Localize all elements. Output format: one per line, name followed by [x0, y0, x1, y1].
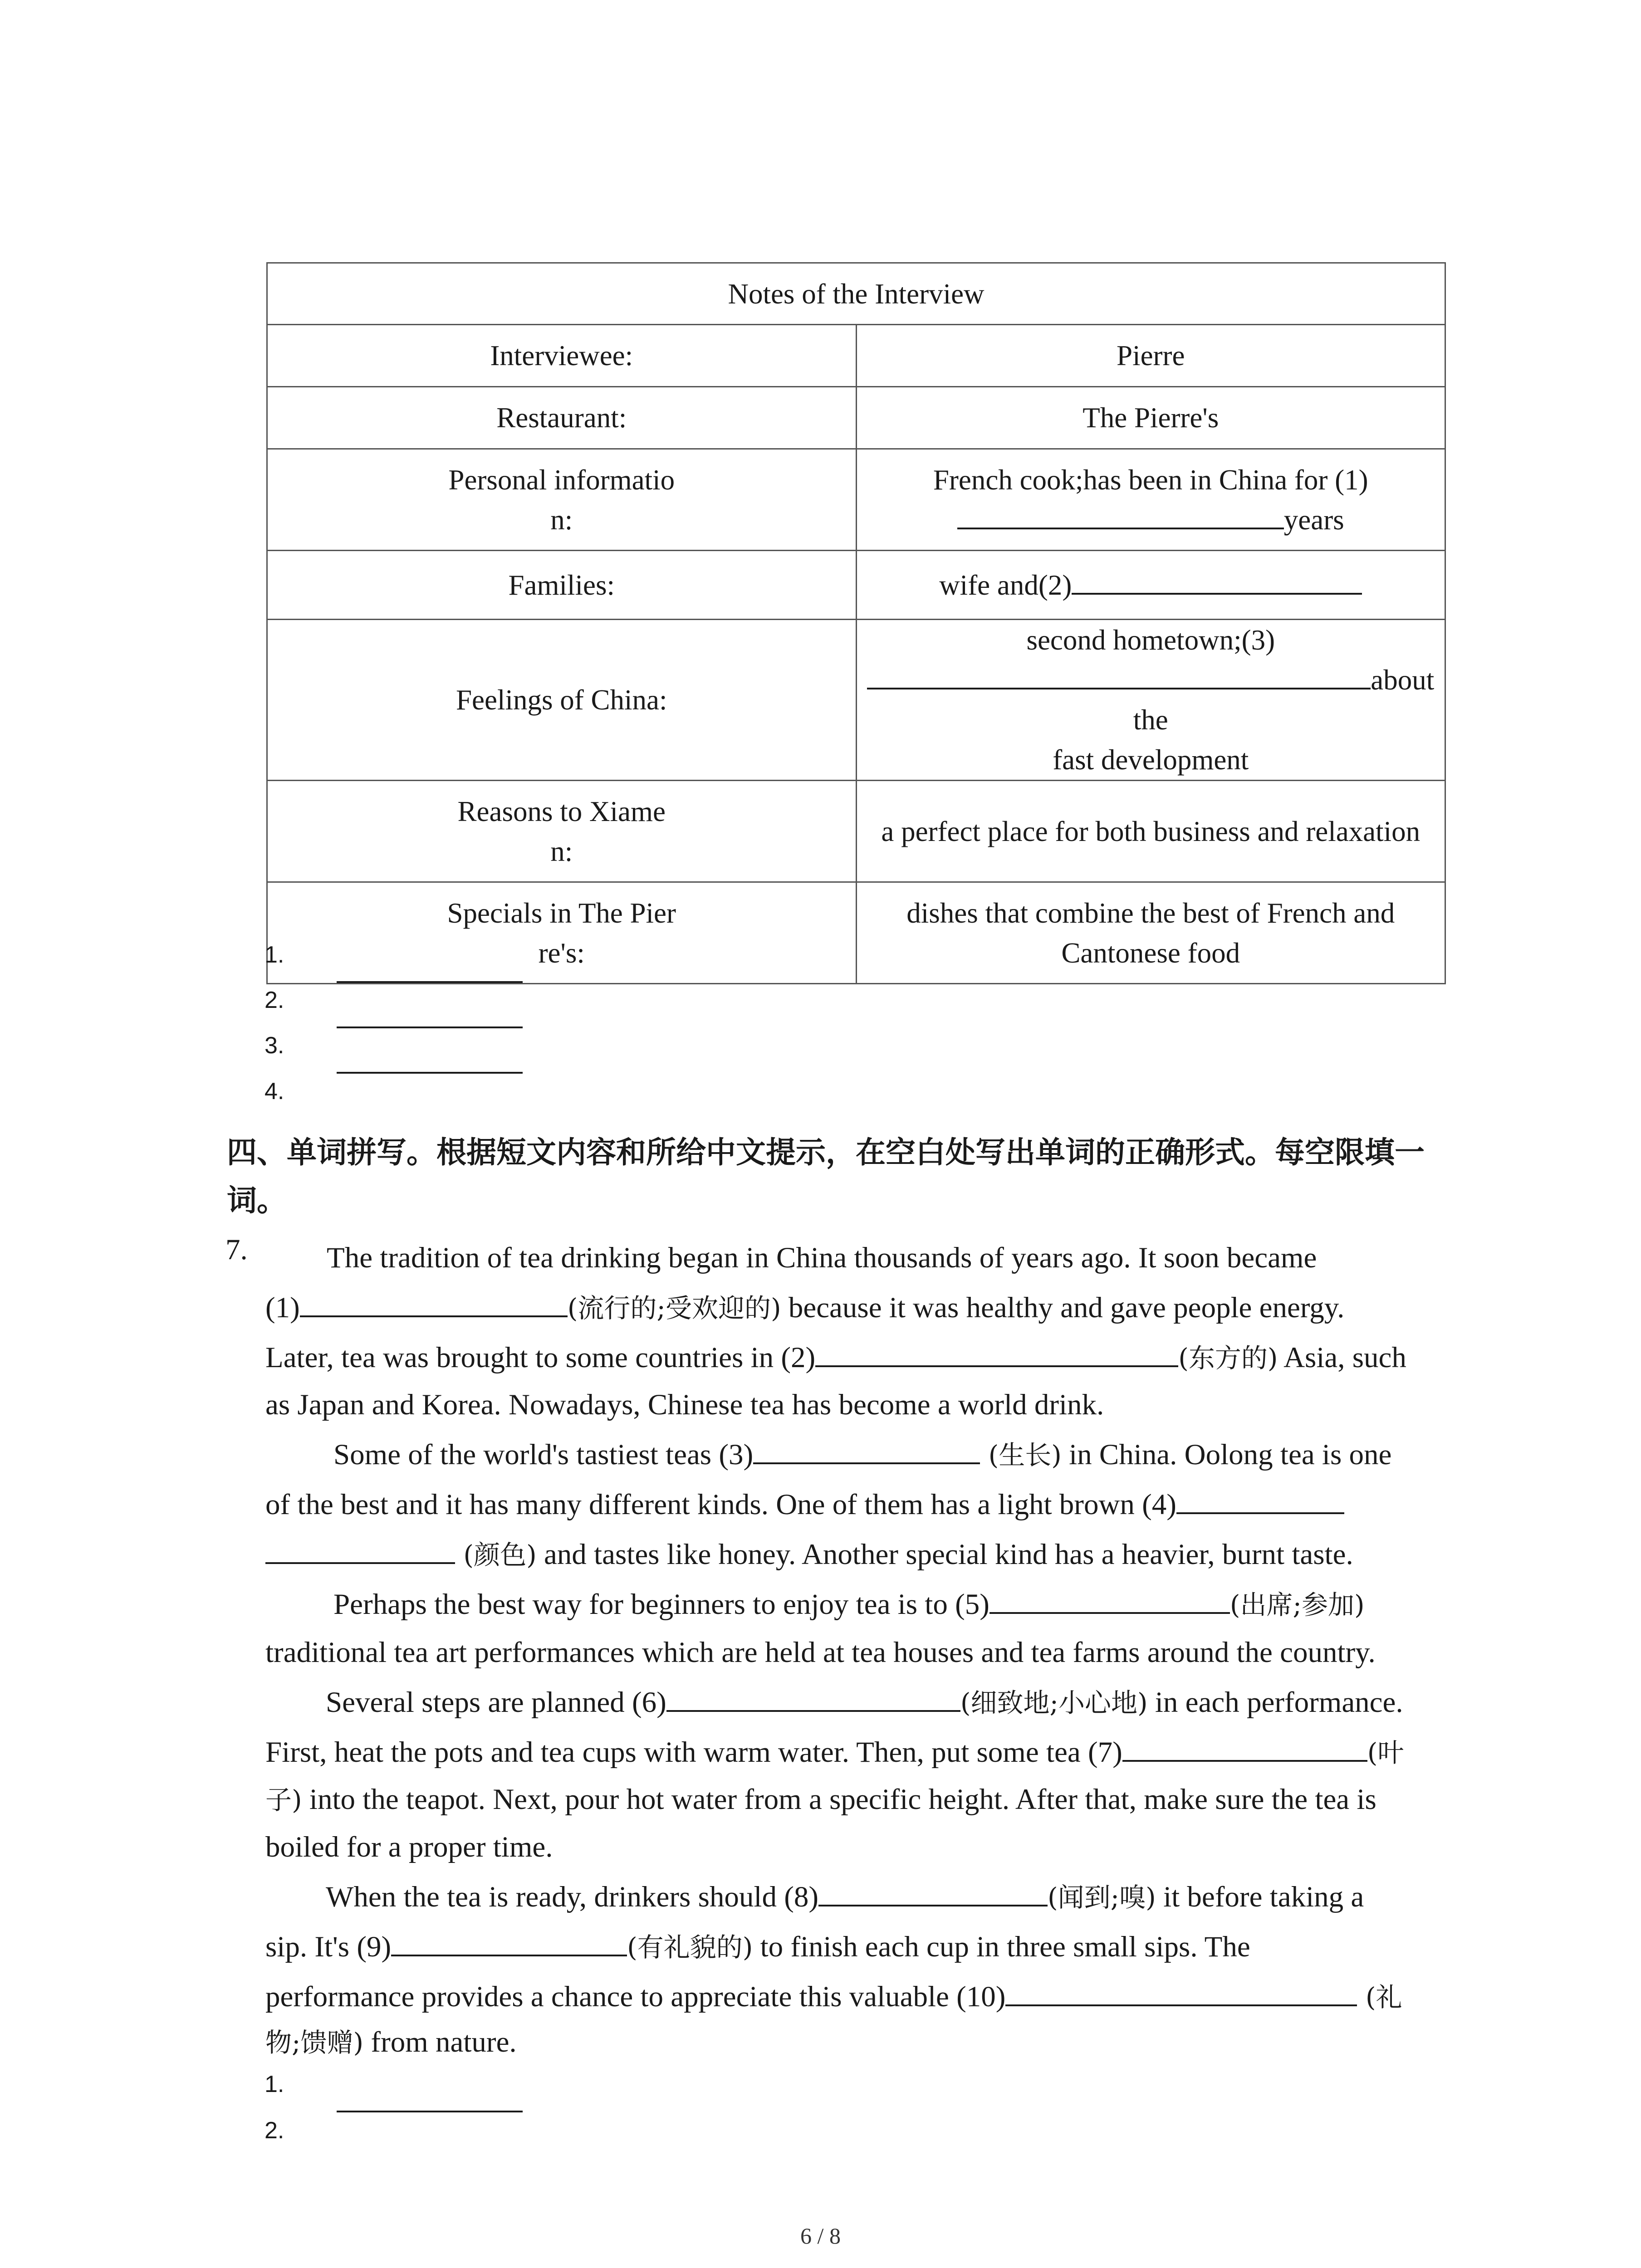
answer-line-3[interactable] [337, 1072, 523, 1074]
hint-text: (礼 [1357, 1982, 1402, 2013]
question-number: 7. [225, 1233, 248, 1266]
passage-text: First, heat the pots and tea cups with warm water. Then, put some tea (7) [265, 1736, 1122, 1769]
answer-line-1[interactable] [337, 981, 523, 983]
passage-line: as Japan and Korea. Nowadays, Chinese tea has become a world drink. [265, 1388, 1104, 1421]
passage-text: and tastes like honey. Another special kind has a heavier, burnt taste. [536, 1538, 1353, 1571]
answer-label-2: 2. [265, 987, 284, 1013]
value-text: second hometown;(3) [1026, 624, 1275, 656]
passage-text: in each performance. [1147, 1686, 1403, 1719]
passage-line [265, 1727, 1454, 1778]
passage-text: (1) [265, 1291, 300, 1324]
value-text: about the [1133, 664, 1435, 736]
passage-text: into the teapot. Next, pour hot water from a specific height. After that, make sure the tea is [302, 1783, 1376, 1816]
passage-text: performance provides a chance to appreciate this valuable (10) [265, 1980, 1006, 2013]
answer-label-1: 1. [265, 942, 284, 968]
passage-line [265, 1480, 1454, 1530]
value-text: years [1283, 503, 1344, 536]
passage-line [265, 1972, 1454, 2022]
label-line: n: [550, 503, 573, 536]
passage-line [265, 1333, 1454, 1383]
passage-text: When the tea is ready, drinkers should (8) [326, 1881, 818, 1913]
passage-text: sip. It's (9) [265, 1931, 392, 1963]
blank-p7[interactable] [1122, 1733, 1367, 1762]
blank-p4a[interactable] [1176, 1485, 1344, 1514]
passage-text: Asia, such [1278, 1341, 1406, 1374]
passage-text: from nature. [363, 2026, 517, 2058]
hint-text: (闻到;嗅) [1048, 1882, 1156, 1913]
section-heading: 四、单词拼写。根据短文内容和所给中文提示，在空白处写出单词的正确形式。每空限填一词。 [227, 1135, 1425, 1218]
blank-3[interactable] [867, 660, 1371, 689]
passage-text: because it was healthy and gave people energy. [781, 1291, 1345, 1324]
passage-text: of the best and it has many different kinds. One of them has a light brown (4) [265, 1488, 1176, 1521]
blank-p10[interactable] [1005, 1977, 1357, 2006]
blank-1[interactable] [957, 500, 1284, 529]
passage-text: Several steps are planned (6) [326, 1686, 666, 1719]
blank-2[interactable] [1072, 566, 1362, 595]
passage-text: Some of the world's tastiest teas (3) [333, 1438, 754, 1471]
hint-text: (有礼貌的) [627, 1932, 753, 1963]
passage-text: Later, tea was brought to some countries in (2) [265, 1341, 816, 1374]
table-label-personal-info [267, 449, 857, 551]
table-value-interviewee: Pierre [856, 325, 1445, 387]
passage-line [265, 1283, 1454, 1333]
answer-label-4: 4. [265, 1078, 284, 1105]
passage-line [265, 1774, 1454, 1825]
label-line: Reasons to Xiame [457, 795, 666, 827]
hint-text: (东方的) [1178, 1343, 1278, 1374]
table-label-interviewee: Interviewee: [267, 325, 857, 387]
label-line: Personal informatio [448, 464, 675, 496]
passage-text: Perhaps the best way for beginners to enjoy tea is to (5) [333, 1588, 989, 1621]
page-number: 6 / 8 [800, 2223, 841, 2248]
table-value-specials: dishes that combine the best of French and Cantonese food [856, 882, 1445, 984]
hint-text: (颜色) [455, 1540, 537, 1570]
label-line: re's: [538, 937, 585, 969]
passage-line [326, 1677, 1514, 1728]
blank-p9[interactable] [391, 1927, 627, 1956]
passage-text: to finish each cup in three small sips. The [753, 1931, 1250, 1963]
table-value-restaurant: The Pierre's [856, 387, 1445, 449]
answer-label-b2: 2. [265, 2117, 284, 2144]
label-line: n: [550, 835, 573, 867]
table-label-feelings: Feelings of China: [267, 620, 857, 781]
value-text: French cook;has been in China for (1) [933, 464, 1368, 496]
passage-line [265, 1530, 1454, 1580]
blank-p8[interactable] [818, 1877, 1048, 1906]
label-line: Specials in The Pier [447, 897, 676, 929]
passage-text: it before taking a [1156, 1881, 1364, 1913]
value-text: wife and(2) [939, 569, 1072, 601]
blank-p3[interactable] [753, 1435, 980, 1464]
passage-line: The tradition of tea drinking began in China thousands of years ago. It soon became [327, 1242, 1317, 1274]
table-value-reasons: a perfect place for both business and relaxation [856, 781, 1445, 882]
blank-p6[interactable] [666, 1683, 960, 1712]
hint-text: (流行的;受欢迎的) [567, 1293, 781, 1324]
passage-line [326, 1872, 1514, 1922]
hint-text: 子) [265, 1784, 302, 1815]
hint-text: (叶 [1367, 1737, 1404, 1768]
answer-line-b1[interactable] [337, 2111, 523, 2112]
blank-p1[interactable] [300, 1288, 568, 1317]
passage-line [265, 2017, 1454, 2068]
blank-p5[interactable] [989, 1585, 1230, 1614]
table-label-specials [267, 882, 857, 984]
answer-label-3: 3. [265, 1032, 284, 1059]
interview-notes-table [266, 262, 1446, 984]
blank-p4b[interactable] [265, 1535, 455, 1564]
hint-text: (生长) [980, 1440, 1062, 1471]
passage-line: boiled for a proper time. [265, 1831, 553, 1863]
table-value-feelings [856, 620, 1445, 781]
table-title: Notes of the Interview [267, 263, 1445, 325]
blank-p2[interactable] [815, 1338, 1178, 1367]
answer-line-2[interactable] [337, 1026, 523, 1028]
table-label-reasons [267, 781, 857, 882]
hint-text: (细致地;小心地) [960, 1687, 1148, 1718]
hint-text: 物;馈赠) [265, 2027, 364, 2058]
passage-line [265, 1922, 1454, 1972]
value-text: fast development [1053, 744, 1249, 776]
table-value-families [856, 551, 1445, 620]
passage-line [333, 1579, 1522, 1630]
table-label-restaurant: Restaurant: [267, 387, 857, 449]
passage-line: traditional tea art performances which are held at tea houses and tea farms around the country. [265, 1636, 1376, 1669]
table-value-personal-info [856, 449, 1445, 551]
passage-text: in China. Oolong tea is one [1061, 1438, 1392, 1471]
table-label-families: Families: [267, 551, 857, 620]
passage-line [333, 1430, 1522, 1480]
hint-text: (出席;参加) [1230, 1589, 1365, 1620]
answer-label-b1: 1. [265, 2071, 284, 2097]
